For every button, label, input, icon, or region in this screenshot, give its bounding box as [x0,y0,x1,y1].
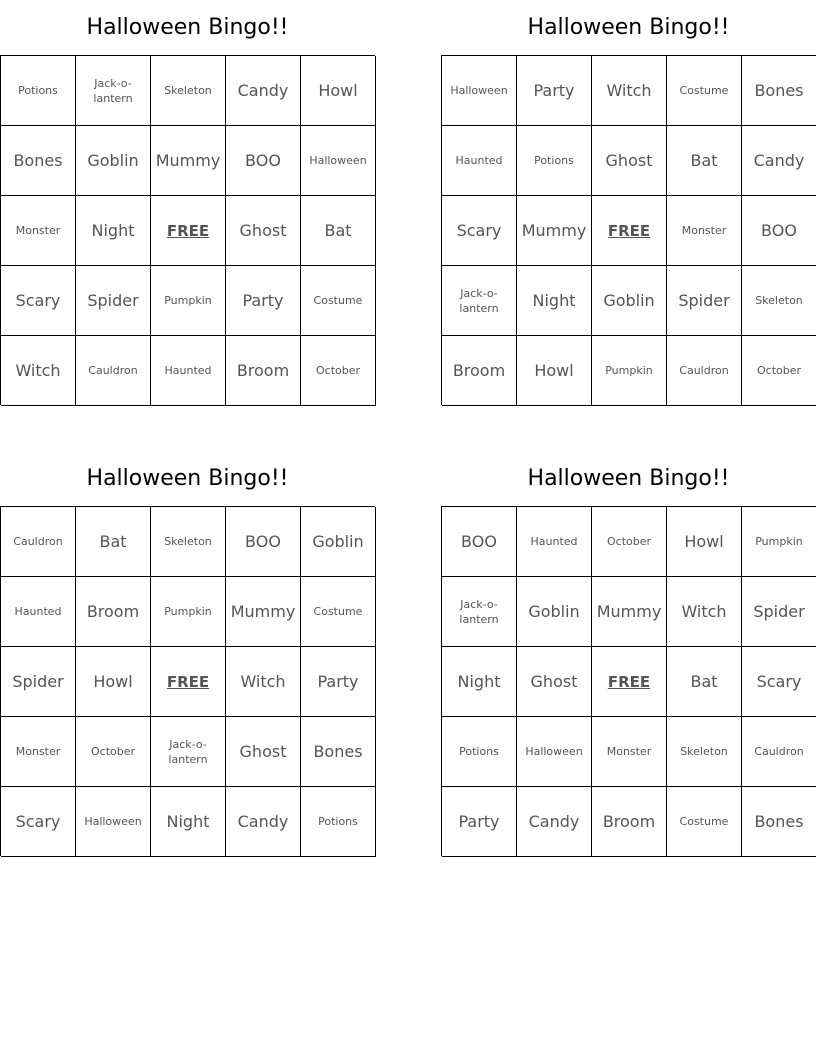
bingo-cell: Skeleton [151,56,226,126]
bingo-cell: October [301,336,376,406]
bingo-cell: Bat [667,647,742,717]
card-title: Halloween Bingo!! [527,15,730,40]
bingo-cell: Cauldron [742,717,816,787]
bingo-cell: Party [517,56,592,126]
bingo-cell: Spider [667,266,742,336]
bingo-grid [441,506,816,856]
bingo-cell: Mummy [517,196,592,266]
bingo-cell: Cauldron [76,336,151,406]
bingo-cell: Goblin [592,266,667,336]
bingo-cell: Haunted [517,507,592,577]
bingo-cell: Monster [667,196,742,266]
bingo-cell: Witch [667,577,742,647]
bingo-cell: Jack-o-lantern [442,577,517,647]
bingo-cell: Witch [226,647,301,717]
bingo-cell: Night [517,266,592,336]
bingo-cell: Spider [742,577,816,647]
bingo-cell: Goblin [301,507,376,577]
bingo-grid [441,55,816,405]
bingo-card-2 [441,0,816,405]
bingo-cell: Monster [1,717,76,787]
bingo-cell: Bones [742,56,816,126]
bingo-cell: Night [76,196,151,266]
bingo-cell: October [592,507,667,577]
bingo-cell: Monster [1,196,76,266]
bingo-cell: Ghost [226,717,301,787]
bingo-cell: Bat [76,507,151,577]
bingo-cell: Bones [301,717,376,787]
bingo-cell: Howl [517,336,592,406]
bingo-cell: Costume [301,577,376,647]
bingo-cell: Broom [76,577,151,647]
free-space: FREE [151,196,226,266]
bingo-cell: Candy [517,787,592,857]
bingo-cell: Goblin [76,126,151,196]
bingo-cell: Broom [226,336,301,406]
bingo-cell: Cauldron [667,336,742,406]
bingo-cell: Ghost [592,126,667,196]
bingo-cell: Skeleton [742,266,816,336]
bingo-cell: Scary [1,787,76,857]
bingo-cell: Broom [592,787,667,857]
bingo-cell: Pumpkin [151,266,226,336]
bingo-cell: Mummy [226,577,301,647]
bingo-cell: Bat [667,126,742,196]
bingo-cell: Haunted [151,336,226,406]
bingo-cell: Haunted [1,577,76,647]
card-title: Halloween Bingo!! [86,15,289,40]
bingo-cell: Haunted [442,126,517,196]
bingo-cell: Jack-o-lantern [442,266,517,336]
bingo-cell: Bones [742,787,816,857]
bingo-cell: Costume [667,787,742,857]
bingo-cell: Cauldron [1,507,76,577]
bingo-cell: BOO [442,507,517,577]
bingo-cell: BOO [742,196,816,266]
bingo-cell: Broom [442,336,517,406]
bingo-card-4 [441,451,816,856]
bingo-cell: Jack-o-lantern [76,56,151,126]
bingo-cell: Scary [442,196,517,266]
bingo-cell: Halloween [517,717,592,787]
bingo-cell: Party [301,647,376,717]
bingo-cell: Goblin [517,577,592,647]
bingo-cell: Potions [301,787,376,857]
bingo-cell: Halloween [442,56,517,126]
bingo-cell: Pumpkin [592,336,667,406]
bingo-cell: Party [226,266,301,336]
bingo-cell: Monster [592,717,667,787]
bingo-cell: Pumpkin [742,507,816,577]
bingo-cell: Potions [1,56,76,126]
bingo-cell: Witch [592,56,667,126]
bingo-cell: Jack-o-lantern [151,717,226,787]
bingo-cell: Halloween [76,787,151,857]
bingo-cell: Halloween [301,126,376,196]
bingo-cell: Candy [226,56,301,126]
bingo-cell: Night [151,787,226,857]
bingo-cell: Candy [226,787,301,857]
bingo-grid [0,506,375,856]
bingo-cell: Night [442,647,517,717]
bingo-cell: Howl [76,647,151,717]
bingo-cell: Howl [301,56,376,126]
card-title: Halloween Bingo!! [86,466,289,491]
bingo-cell: Spider [1,647,76,717]
bingo-grid [0,55,375,405]
bingo-cell: Costume [301,266,376,336]
bingo-cell: Skeleton [667,717,742,787]
bingo-card-1 [0,0,375,405]
bingo-cell: Potions [517,126,592,196]
bingo-cell: Potions [442,717,517,787]
bingo-cell: October [76,717,151,787]
bingo-cell: Howl [667,507,742,577]
bingo-cell: Scary [742,647,816,717]
bingo-cell: Costume [667,56,742,126]
free-space: FREE [592,647,667,717]
bingo-cell: Spider [76,266,151,336]
bingo-cell: Bones [1,126,76,196]
bingo-cell: BOO [226,507,301,577]
bingo-cell: Witch [1,336,76,406]
bingo-cell: Mummy [151,126,226,196]
free-space: FREE [151,647,226,717]
card-title: Halloween Bingo!! [527,466,730,491]
bingo-card-3 [0,451,375,856]
free-space: FREE [592,196,667,266]
bingo-cell: Skeleton [151,507,226,577]
bingo-cell: Scary [1,266,76,336]
bingo-cell: Candy [742,126,816,196]
bingo-cell: BOO [226,126,301,196]
bingo-cell: Party [442,787,517,857]
bingo-cell: October [742,336,816,406]
bingo-cell: Ghost [226,196,301,266]
bingo-cell: Mummy [592,577,667,647]
bingo-cell: Bat [301,196,376,266]
bingo-cell: Pumpkin [151,577,226,647]
bingo-cell: Ghost [517,647,592,717]
